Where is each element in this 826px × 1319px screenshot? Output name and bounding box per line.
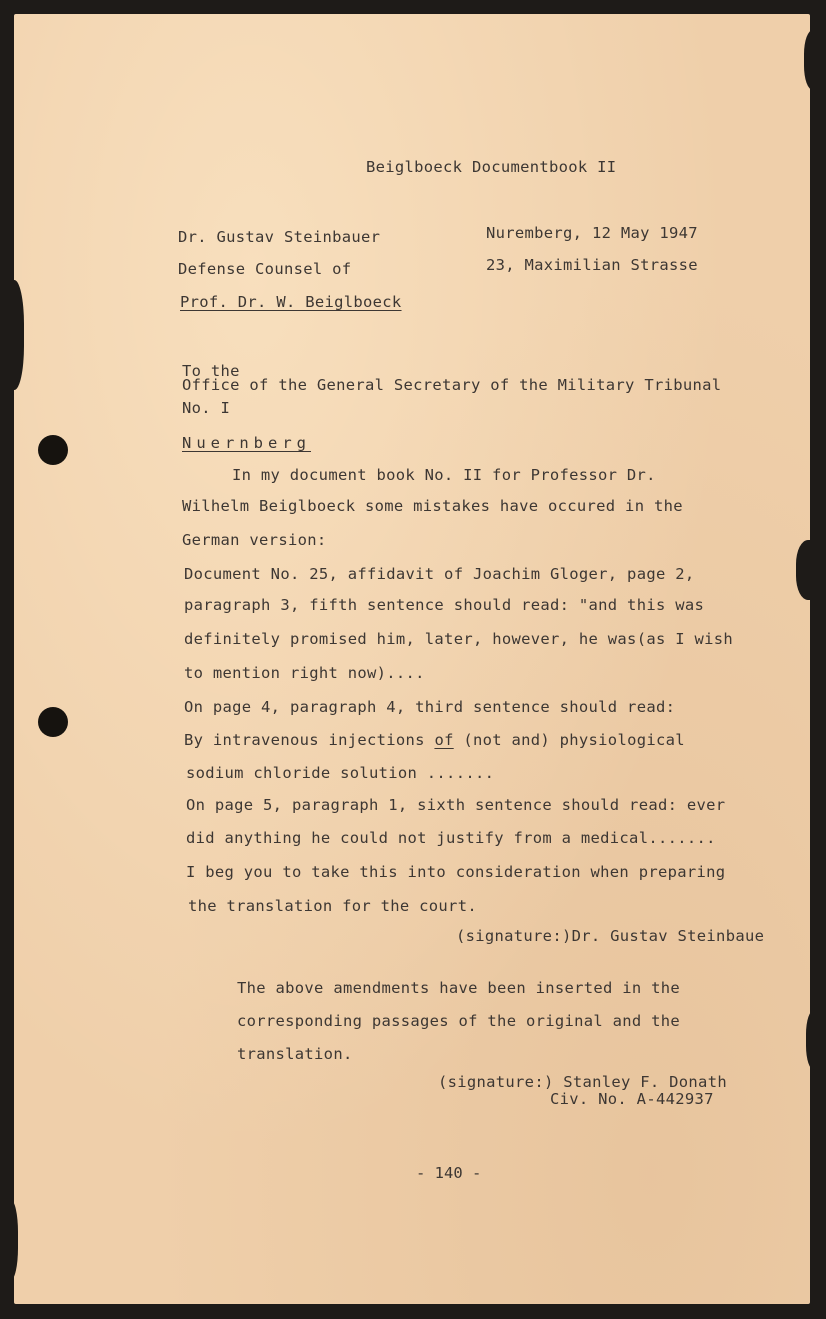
body-line-part: (not and) physiological xyxy=(453,731,685,749)
document-title: Beiglboeck Documentbook II xyxy=(366,158,617,176)
body-line: definitely promised him, later, however, he was(as I wish xyxy=(184,630,734,648)
recipient-line-3: No. I xyxy=(182,399,231,417)
sender-role: Defense Counsel of xyxy=(178,260,352,278)
place-date: Nuremberg, 12 May 1947 xyxy=(486,224,698,242)
document-page xyxy=(14,14,810,1304)
punch-hole-upper xyxy=(38,435,68,465)
recipient-line-1: To the xyxy=(182,362,240,380)
right-edge-tear xyxy=(796,540,826,600)
note-line: translation. xyxy=(237,1045,353,1063)
body-line xyxy=(184,731,685,749)
left-edge-tear xyxy=(0,280,24,390)
sender-client: Prof. Dr. W. Beiglboeck xyxy=(180,293,402,311)
page-number: - 140 - xyxy=(416,1164,482,1182)
body-line: On page 5, paragraph 1, sixth sentence should read: ever xyxy=(186,796,726,814)
recipient-city: Nuernberg xyxy=(182,434,311,452)
body-line-part: By intravenous injections xyxy=(184,731,435,749)
body-line: German version: xyxy=(182,531,327,549)
body-line: In my document book No. II for Professor Dr. xyxy=(232,466,656,484)
body-line: Wilhelm Beiglboeck some mistakes have occured in the xyxy=(182,497,683,515)
punch-hole-lower xyxy=(38,707,68,737)
sender-name: Dr. Gustav Steinbauer xyxy=(178,228,381,246)
body-line: to mention right now).... xyxy=(184,664,425,682)
body-line-emphasis: of xyxy=(434,731,454,749)
body-line: did anything he could not justify from a medical....... xyxy=(186,829,716,847)
signature-steinbauer: (signature:)Dr. Gustav Steinbaue xyxy=(456,927,765,945)
body-line: sodium chloride solution ....... xyxy=(186,764,495,782)
note-line: The above amendments have been inserted in the xyxy=(237,979,681,997)
body-line: the translation for the court. xyxy=(188,897,477,915)
note-line: corresponding passages of the original and the xyxy=(237,1012,681,1030)
right-edge-tear-3 xyxy=(806,1010,826,1070)
body-line: On page 4, paragraph 4, third sentence should read: xyxy=(184,698,676,716)
signature-donath: (signature:) Stanley F. Donath xyxy=(438,1073,727,1091)
left-edge-tear-lower xyxy=(0,1200,18,1280)
body-line: Document No. 25, affidavit of Joachim Gloger, page 2, xyxy=(184,565,695,583)
civ-number: Civ. No. A-442937 xyxy=(550,1090,714,1108)
body-line: I beg you to take this into consideration when preparing xyxy=(186,863,726,881)
right-edge-tear-2 xyxy=(804,30,826,90)
street-address: 23, Maximilian Strasse xyxy=(486,256,698,274)
recipient-line-2: Office of the General Secretary of the Military Tribunal xyxy=(182,376,722,394)
body-line: paragraph 3, fifth sentence should read: "and this was xyxy=(184,596,705,614)
